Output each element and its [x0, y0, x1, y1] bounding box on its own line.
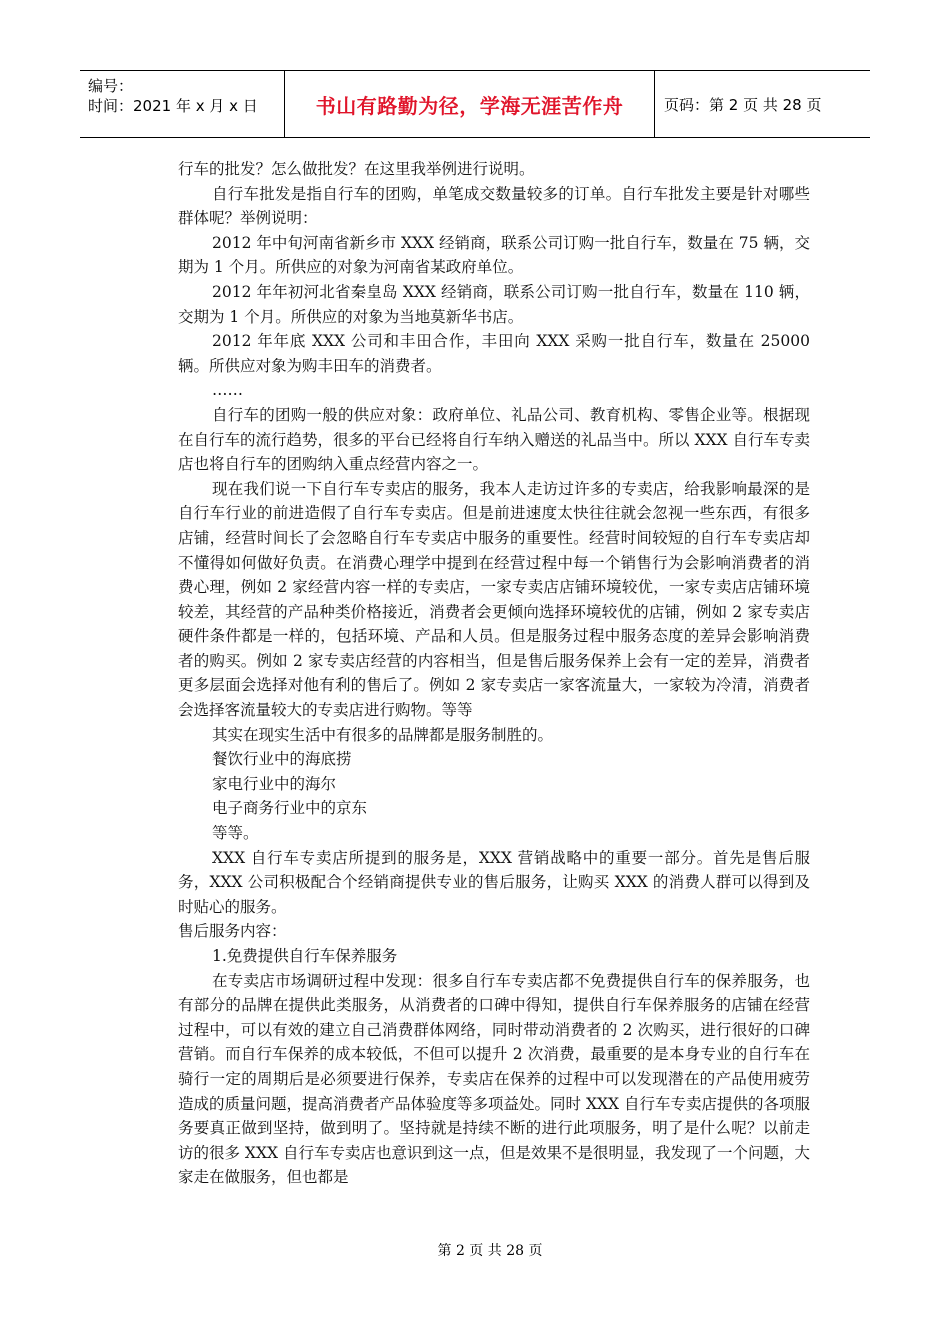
body-paragraph: 电子商务行业中的京东	[212, 799, 368, 818]
body-paragraph: 餐饮行业中的海底捞	[212, 750, 352, 769]
page-footer: 第 2 页 共 28 页	[437, 1243, 543, 1259]
body-paragraph: 其实在现实生活中有很多的品牌都是服务制胜的。	[212, 725, 554, 744]
body-paragraph: 2012 年年初河北省秦皇岛 XXX 经销商，联系公司订购一批自行车，数量在 110 辆，交期为 1 个月。所供应的对象为当地莫新华书店。	[178, 282, 810, 326]
document-number-label: 编号：	[88, 77, 134, 95]
body-paragraph: 自行车的团购一般的供应对象：政府单位、礼品公司、教育机构、零售企业等。根据现在自行车的流行趋势，很多的平台已经将自行车纳入赠送的礼品当中。所以 XXX 自行车专卖店也将自行车的团购纳入重点经营内容之一。	[178, 405, 810, 474]
body-paragraph: 家电行业中的海尔	[212, 774, 337, 793]
header-page-cell	[655, 71, 870, 137]
body-paragraph: 2012 年年底 XXX 公司和丰田合作，丰田向 XXX 采购一批自行车，数量在 25000 辆。所供应对象为购丰田车的消费者。	[178, 332, 810, 375]
header-page-label: 页码：第 2 页 共 28 页	[664, 95, 822, 114]
body-paragraph: 行车的批发？怎么做批发？在这里我举例进行说明。	[178, 160, 535, 178]
body-paragraph: 现在我们说一下自行车专卖店的服务，我本人走访过许多的专卖店，给我影响最深的是自行车行业的前进造假了自行车专卖店。但是前进速度太快往往就会忽视一些东西，有很多店铺，经营时间长了会忽略自行车专卖店中服务的重要性。经营时间较短的自行车专卖店却不懂得如何做好负责。在消费心理学中提到在经营过程中每一个销售行为会影响消费者的消费心理，例如 2 家经营内容一样的专卖店，一家专卖店店铺环境较优，一家专卖店店铺环境较差，其经营的产品种类价格接近，消费者会更倾向选择环境较优的店铺，例如 2 家专卖店硬件条件都是一样的，包括环境、产品和人员。但是服务过程中服务态度的差异会影响消费者的购买。例如 2 家专卖店经营的内容相当，但是售后服务保养上会有一定的差异，消费者更多层面会选择对他有利的售后了。例如 2 家专卖店一家客流量大，一家较为冷清，消费者会选择客流量较大的专卖店进行购物。等等	[178, 479, 810, 720]
header-motto-cell	[285, 71, 655, 137]
body-paragraph: 自行车批发是指自行车的团购，单笔成交数量较多的订单。自行车批发主要是针对哪些群体呢？举例说明：	[178, 184, 810, 228]
body-paragraph: 在专卖店市场调研过程中发现：很多自行车专卖店都不免费提供自行车的保养服务，也有部分的品牌在提供此类服务，从消费者的口碑中得知，提供自行车保养服务的店铺在经营过程中，可以有效的建立自己消费群体网络，同时带动消费者的 2 次购买，进行很好的口碑营销。而自行车保养的成本较低，不但可以提升 2 次消费，最重要的是本身专业的自行车在骑行一定的周期后是必须要进行保养，专卖店在保养的过程中可以发现潜在的产品使用疲劳造成的质量问题，提高消费者产品体验度等多项益处。同时 XXX 自行车专卖店提供的各项服务要真正做到坚持，做到明了。坚持就是持续不断的进行此项服务，明了是什么呢？以前走访的很多 XXX 自行车专卖店也意识到这一点，但是效果不是很明显，我发现了一个问题，大家走在做服务，但也都是	[178, 971, 810, 1187]
document-body	[178, 157, 810, 1190]
body-paragraph: 2012 年中旬河南省新乡市 XXX 经销商，联系公司订购一批自行车，数量在 75 辆，交期为 1 个月。所供应的对象为河南省某政府单位。	[178, 233, 810, 277]
header-meta-cell	[80, 71, 285, 137]
header-motto: 书山有路勤为径，学海无涯苦作舟	[315, 93, 624, 118]
body-paragraph: 售后服务内容：	[178, 922, 287, 941]
body-paragraph: 1.免费提供自行车保养服务	[212, 947, 398, 965]
page-header	[80, 70, 870, 138]
body-paragraph: ……	[212, 381, 243, 400]
body-paragraph: XXX 自行车专卖店所提到的服务是，XXX 营销战略中的重要一部分。首先是售后服务，XXX 公司积极配合个经销商提供专业的售后服务，让购买 XXX 的消费人群可以得到及时贴心的服务。	[178, 848, 810, 916]
document-date-label: 时间：2021 年 x 月 x 日	[88, 97, 258, 115]
body-paragraph: 等等。	[212, 824, 259, 843]
